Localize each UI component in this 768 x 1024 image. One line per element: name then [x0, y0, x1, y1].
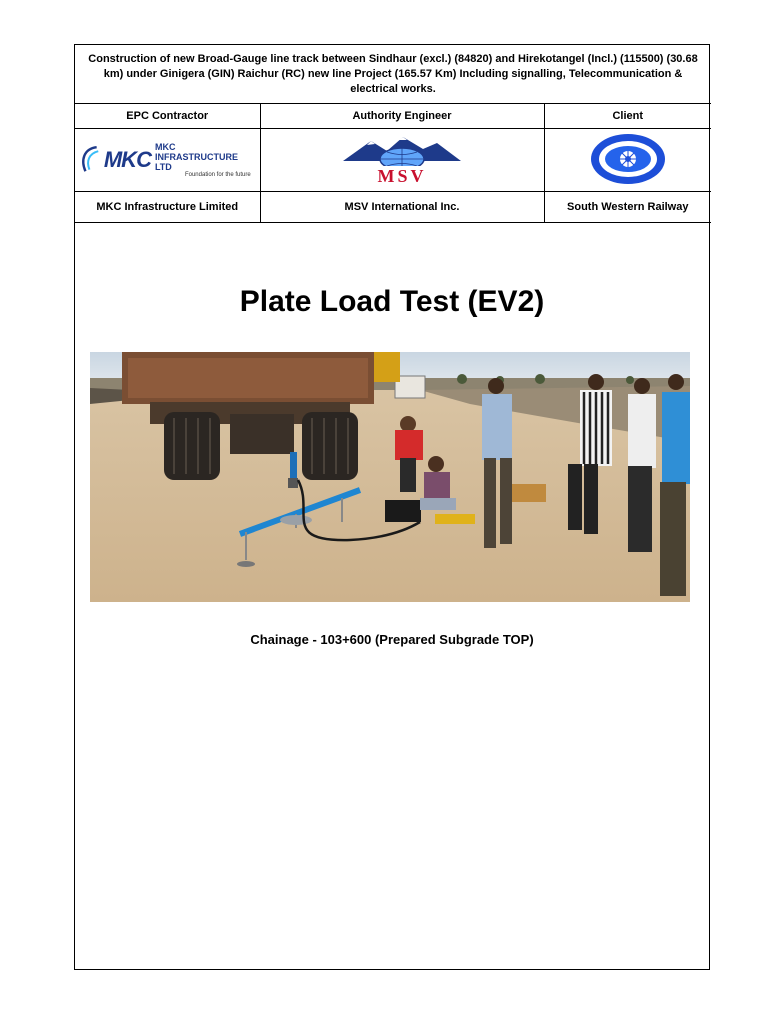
document-page	[74, 44, 710, 970]
header-table	[75, 45, 711, 223]
name-authority-engineer: MSV International Inc.	[260, 192, 544, 223]
photo-caption: Chainage - 103+600 (Prepared Subgrade TOP)	[250, 632, 534, 647]
mkc-logo-mark: MKC	[103, 147, 151, 172]
page-title: Plate Load Test (EV2)	[239, 285, 545, 318]
role-authority-engineer: Authority Engineer	[260, 104, 544, 129]
mkc-logo-tagline: Foundation for the future	[184, 172, 251, 178]
name-client: South Western Railway	[544, 192, 711, 223]
role-epc-contractor: EPC Contractor	[75, 104, 260, 129]
mkc-swoosh-icon	[79, 140, 100, 180]
swr-logo-cell	[544, 129, 711, 192]
project-description: Construction of new Broad-Gauge line track between Sindhaur (excl.) (84820) and Hirekotangel (Incl.) (115500) (30.68 km) under Ginigera (GIN) Raichur (RC) new line Project (165.57 Km) Including signalling, Telecommunication & electrical works.	[75, 45, 711, 104]
msv-logo-mark: MSV	[377, 165, 427, 185]
name-epc-contractor: MKC Infrastructure Limited	[75, 192, 260, 223]
mkc-logo-cell	[75, 129, 260, 192]
role-client: Client	[544, 104, 711, 129]
mkc-logo	[79, 140, 256, 180]
mkc-logo-name: MKC INFRASTRUCTURE LTD	[154, 142, 238, 172]
site-photo	[90, 352, 690, 602]
msv-logo-cell	[260, 129, 544, 192]
msv-logo	[341, 133, 463, 185]
south-western-railway-seal	[589, 133, 667, 185]
